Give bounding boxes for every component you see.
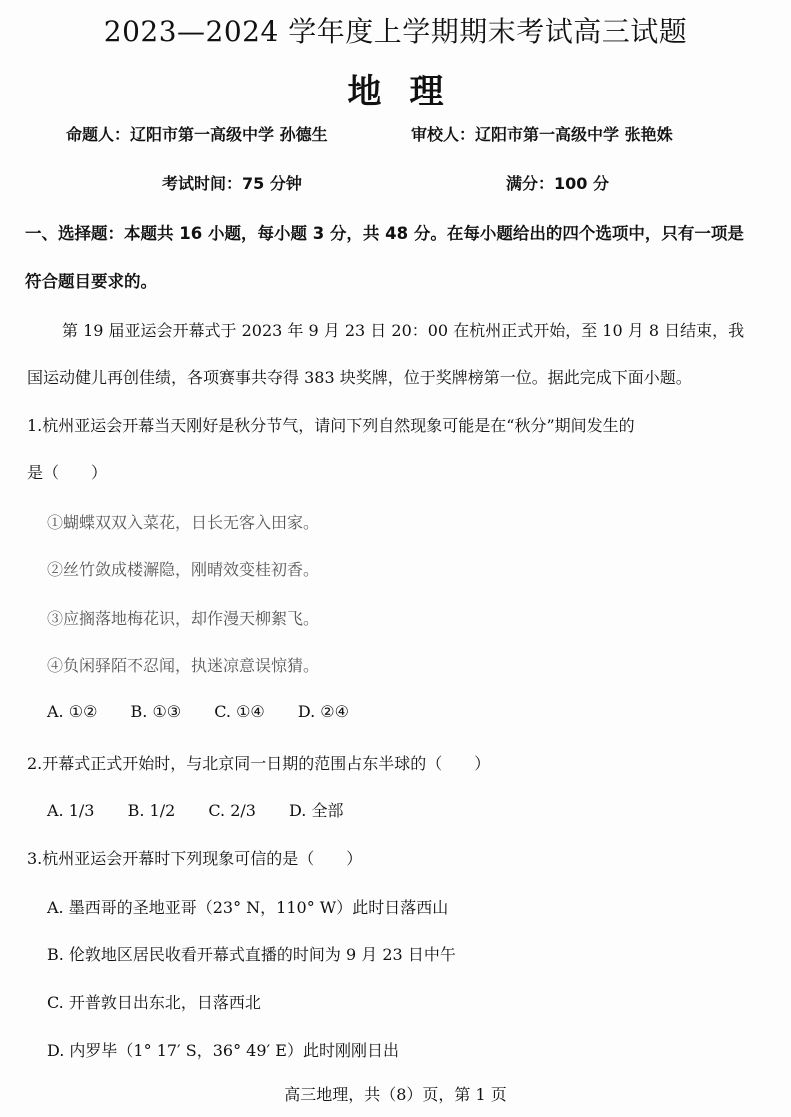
question-2-options bbox=[47, 798, 371, 821]
option-b: B. ①③ bbox=[130, 702, 182, 721]
question-3-stem: 3.杭州亚运会开幕时下列现象可信的是（ ） bbox=[27, 849, 363, 868]
question-1-options bbox=[47, 702, 377, 721]
intro-paragraph-line1: 第 19 届亚运会开幕式于 2023 年 9 月 23 日 20：00 在杭州正式开始，至 10 月 8 日结束，我 bbox=[62, 321, 745, 340]
reviewer-line: 审校人：辽阳市第一高级中学 张艳姝 bbox=[411, 125, 673, 144]
subject-title: 地理 bbox=[347, 72, 472, 112]
option-a: A. ①② bbox=[47, 702, 98, 721]
option-b: B. 1/2 bbox=[127, 801, 176, 820]
question-3-option-d: D. 内罗毕（1° 17′ S，36° 49′ E）此时刚刚日出 bbox=[47, 1041, 399, 1060]
question-1-stem-line2: 是（ ） bbox=[27, 463, 108, 482]
exam-title: 2023—2024 学年度上学期期末考试高三试题 bbox=[103, 15, 688, 48]
question-1-statement-2: ②丝竹敛成楼澥隐，刚晴效变桂初香。 bbox=[47, 560, 320, 579]
question-1-stem-line1: 1.杭州亚运会开幕当天刚好是秋分节气，请问下列自然现象可能是在“秋分”期间发生的 bbox=[27, 416, 635, 435]
intro-paragraph-line2: 国运动健儿再创佳绩，各项赛事共夺得 383 块奖牌，位于奖牌榜第一位。据此完成下面小题。 bbox=[27, 368, 692, 387]
author-line: 命题人：辽阳市第一高级中学 孙德生 bbox=[66, 125, 328, 144]
question-1-statement-1: ①蝴蝶双双入菜花，日长无客入田家。 bbox=[47, 513, 320, 532]
question-2-stem: 2.开幕式正式开始时，与北京同一日期的范围占东半球的（ ） bbox=[27, 754, 491, 773]
section-heading-line1: 一、选择题：本题共 16 小题，每小题 3 分，共 48 分。在每小题给出的四个选项中，只有一项是 bbox=[25, 224, 744, 243]
option-a: A. 1/3 bbox=[47, 801, 95, 820]
exam-time: 考试时间：75 分钟 bbox=[162, 174, 302, 193]
full-score: 满分：100 分 bbox=[506, 174, 609, 193]
option-c: C. ①④ bbox=[214, 702, 265, 721]
option-d: D. ②④ bbox=[297, 702, 349, 721]
section-heading-line2: 符合题目要求的。 bbox=[25, 272, 157, 291]
question-3-option-c: C. 开普敦日出东北，日落西北 bbox=[47, 993, 261, 1012]
page-footer: 高三地理，共（8）页，第 1 页 bbox=[284, 1085, 507, 1104]
question-3-option-a: A. 墨西哥的圣地亚哥（23° N，110° W）此时日落西山 bbox=[47, 898, 449, 917]
option-d: D. 全部 bbox=[289, 801, 344, 820]
option-c: C. 2/3 bbox=[208, 801, 256, 820]
question-1-statement-3: ③应搁落地梅花识，却作漫天柳絮飞。 bbox=[47, 609, 320, 628]
question-3-option-b: B. 伦敦地区居民收看开幕式直播的时间为 9 月 23 日中午 bbox=[47, 945, 456, 964]
question-1-statement-4: ④负闲驿陌不忍闻，执迷凉意误惊猜。 bbox=[47, 656, 320, 675]
